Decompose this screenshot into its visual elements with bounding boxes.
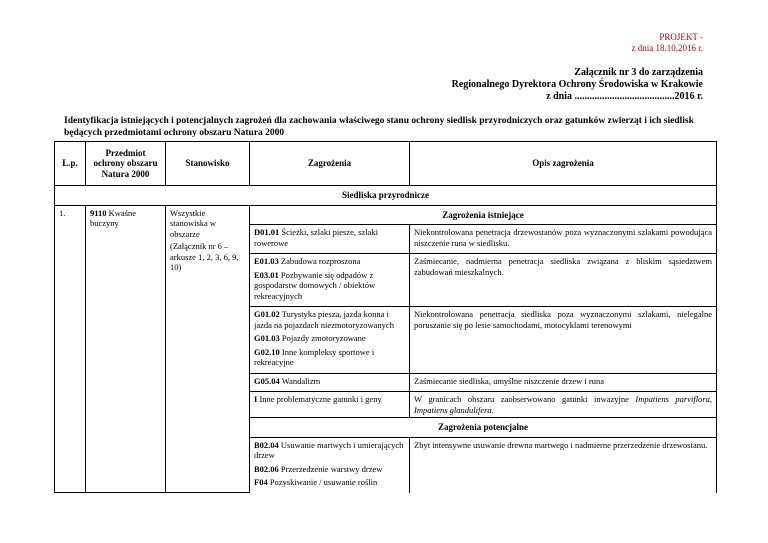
header-threats: Zagrożenia: [250, 142, 410, 186]
threat-code: E03.01: [254, 269, 279, 280]
annex-header: [452, 67, 703, 103]
row-lp: 1.: [55, 205, 86, 493]
subject-name: Kwaśne buczyny: [90, 207, 137, 228]
threat-text: Turystyka piesza, jazda konna i jazda na pojazdach niezmotoryzowanych: [254, 309, 394, 330]
table-row: [55, 205, 717, 225]
threat-description: [410, 392, 717, 418]
threat-cell: [250, 437, 410, 493]
threat-text: Pozyskiwanie / usuwanie roślin: [269, 477, 378, 487]
subject-code: 9110: [90, 207, 107, 218]
threat-text: Wandalizm: [281, 375, 321, 386]
draft-date: z dnia 18.10.2016 r.: [631, 43, 703, 53]
header-site: Stanowisko: [166, 142, 250, 186]
section-row: [55, 186, 717, 206]
threat-cell: [250, 373, 410, 392]
threat-description: Zaśmiecanie, nadmierna penetracja siedliska związana z bliskim sąsiedztwem zabudowań mieszkalnych.: [410, 254, 717, 307]
site-line-1: Wszystkie stanowiska w obszarze: [170, 207, 217, 239]
threat-code: G01.02: [254, 309, 280, 319]
threat-text: Pozbywanie się odpadów z gospodarstw domowych / obiektów rekreacyjnych: [254, 269, 376, 301]
header-lp: L.p.: [55, 142, 86, 186]
threat-code: B02.06: [254, 463, 279, 474]
threat-description: Niekontrolowana penetracja siedliska poza wyznaczonymi szlakami, nielegalne poruszanie się po lesie samochodami, motocyklami terenowymi: [410, 307, 717, 374]
threat-code: D01.01: [254, 227, 280, 237]
threat-code: G05.04: [254, 375, 280, 386]
annex-line-2: Regionalnego Dyrektora Ochrony Środowiska w Krakowie: [451, 79, 703, 90]
threat-code: B02.04: [254, 439, 279, 450]
threat-description: Zaśmiecanie siedliska, umyślne niszczenie drzew i runa: [410, 373, 717, 392]
threat-text: Usuwanie martwych i umierających drzew: [254, 439, 404, 460]
invasive-species: Impatiens parviflora, Impatiens glandulifera.: [414, 394, 712, 415]
threat-text: Ścieżki, szlaki piesze, szlaki rowerowe: [254, 227, 378, 248]
existing-threats-title: Zagrożenia istniejące: [250, 205, 717, 225]
site-line-2: (Załącznik nr 6 – arkusze 1, 2, 3, 6, 9, 10): [170, 241, 239, 272]
section-title: Siedliska przyrodnicze: [55, 186, 717, 206]
document-title: Identyfikacja istniejących i potencjalnych zagrożeń dla zachowania właściwego stanu ochrony siedlisk przyrodniczych oraz gatunków zwierząt i ich siedlisk będących przedmiotami ochrony obszaru Natura 2000: [64, 116, 694, 138]
header-subject: Przedmiot ochrony obszaru Natura 2000: [86, 142, 166, 186]
threat-cell: [250, 254, 410, 307]
draft-note: [632, 32, 704, 54]
threat-text: Inne problematyczne gatunki i geny: [259, 394, 382, 404]
annex-line-3: z dnia ........................................2016 r.: [546, 91, 703, 102]
threat-text: Przerzedzenie warstwy drzew: [280, 463, 383, 474]
threat-text: Pojazdy zmotoryzowane: [281, 333, 366, 343]
threat-cell: [250, 225, 410, 254]
threat-cell: [250, 307, 410, 374]
threat-code: G01.03: [254, 333, 280, 343]
table-header-row: [55, 142, 717, 186]
threats-table: [54, 141, 717, 493]
threat-description: Niekontrolowana penetracja drzewostanów poza wyznaczonymi szlakami powodująca niszczenie runa w siedlisku.: [410, 225, 717, 254]
annex-line-1: Załącznik nr 3 do zarządzenia: [574, 67, 703, 78]
threat-text: Inne kompleksy sportowe i rekreacyjne: [254, 346, 375, 367]
row-site: [166, 205, 250, 493]
threat-code: E01.03: [254, 256, 279, 266]
threat-code: G02.10: [254, 346, 280, 357]
threat-code: I: [254, 394, 258, 404]
threat-text: Zabudowa rozproszona: [280, 256, 361, 266]
row-subject: [86, 205, 166, 493]
potential-threats-title: Zagrożenia potencjalne: [250, 418, 717, 438]
draft-label: PROJEKT -: [659, 32, 703, 42]
header-description: Opis zagrożenia: [410, 142, 717, 186]
description-prefix: W granicach obszaru zaobserwowano gatunki inwazyjne: [414, 394, 636, 404]
threat-cell: [250, 392, 410, 418]
threat-description: Zbyt intensywne usuwanie drewna martwego i nadmierne przerzedzenie drzewostanu.: [410, 437, 717, 493]
threat-code: F04: [254, 477, 268, 487]
